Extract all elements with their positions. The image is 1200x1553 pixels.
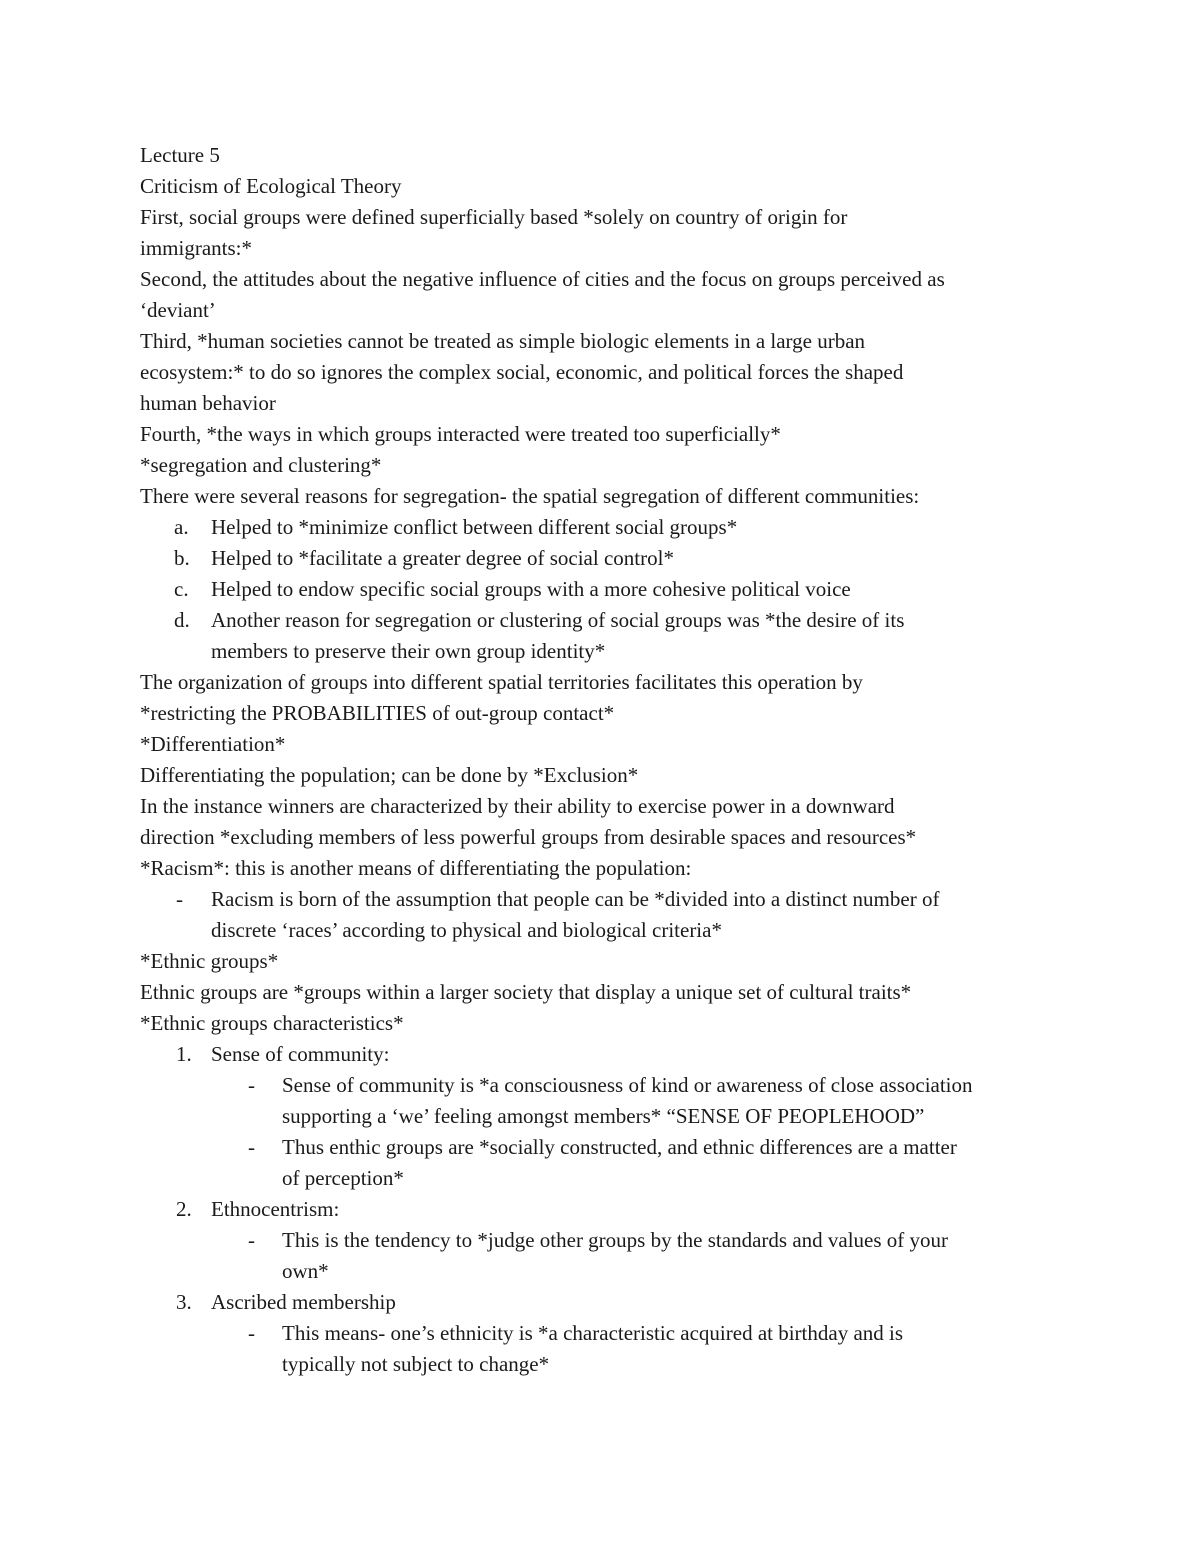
- criticism-first-line-1: First, social groups were defined superficially based *solely on country of origin for: [140, 205, 848, 229]
- list-item-text: Sense of community is *a consciousness of kind or awareness of close association: [282, 1073, 973, 1097]
- differentiation-heading: *Differentiation*: [140, 732, 286, 756]
- dash-marker: -: [248, 1321, 255, 1345]
- segregation-reason-d: [140, 605, 1070, 667]
- list-marker: b.: [174, 546, 190, 570]
- characteristic-3: [140, 1287, 1070, 1318]
- number-marker: 3.: [176, 1290, 192, 1314]
- list-marker: a.: [174, 515, 189, 539]
- characteristic-2-bullet-1: [140, 1225, 1070, 1287]
- criticism-second-line-2: ‘deviant’: [140, 298, 216, 322]
- number-marker: 2.: [176, 1197, 192, 1221]
- ethnic-characteristics-heading: *Ethnic groups characteristics*: [140, 1011, 404, 1035]
- ethnic-definition: Ethnic groups are *groups within a larger society that display a unique set of cultural traits*: [140, 980, 912, 1004]
- list-item-text: This means- one’s ethnicity is *a characteristic acquired at birthday and is: [282, 1321, 904, 1345]
- list-item-text: Thus enthic groups are *socially constructed, and ethnic differences are a matter: [282, 1135, 957, 1159]
- characteristic-1-bullet-2: [140, 1132, 1070, 1194]
- segregation-heading: *segregation and clustering*: [140, 453, 382, 477]
- characteristic-1: [140, 1039, 1070, 1070]
- dash-marker: -: [176, 887, 183, 911]
- segregation-intro: There were several reasons for segregation- the spatial segregation of different communities:: [140, 484, 920, 508]
- list-item-text: Racism is born of the assumption that people can be *divided into a distinct number of: [211, 887, 940, 911]
- criticism-third-line-3: human behavior: [140, 391, 276, 415]
- list-item-text: of perception*: [282, 1166, 404, 1190]
- criticism-third-line-2: ecosystem:* to do so ignores the complex social, economic, and political forces the shaped: [140, 360, 904, 384]
- list-item-text: own*: [282, 1259, 329, 1283]
- dash-marker: -: [248, 1228, 255, 1252]
- list-item-text: Helped to *facilitate a greater degree of social control*: [211, 546, 674, 570]
- racism-bullet: [140, 884, 1070, 946]
- criticism-first-line-2: immigrants:*: [140, 236, 252, 260]
- list-item-text: Another reason for segregation or clustering of social groups was *the desire of its: [211, 608, 905, 632]
- document-body: [140, 140, 1070, 1380]
- list-item-text: Helped to *minimize conflict between different social groups*: [211, 515, 738, 539]
- winners-line-1: In the instance winners are characterized by their ability to exercise power in a downward: [140, 794, 895, 818]
- characteristic-label: Ethnocentrism:: [211, 1197, 340, 1221]
- dash-marker: -: [248, 1135, 255, 1159]
- list-item-text: supporting a ‘we’ feeling amongst members* “SENSE OF PEOPLEHOOD”: [282, 1104, 925, 1128]
- ethnic-heading: *Ethnic groups*: [140, 949, 279, 973]
- section-heading: Criticism of Ecological Theory: [140, 174, 402, 198]
- list-item-text: This is the tendency to *judge other groups by the standards and values of your: [282, 1228, 949, 1252]
- criticism-third-line-1: Third, *human societies cannot be treated as simple biologic elements in a large urban: [140, 329, 866, 353]
- characteristic-label: Ascribed membership: [211, 1290, 396, 1314]
- characteristic-1-bullet-1: [140, 1070, 1070, 1132]
- segregation-reason-c: [140, 574, 1070, 605]
- list-marker: c.: [174, 577, 189, 601]
- racism-line: *Racism*: this is another means of differentiating the population:: [140, 856, 692, 880]
- lecture-title: Lecture 5: [140, 143, 220, 167]
- number-marker: 1.: [176, 1042, 192, 1066]
- organization-line-1: The organization of groups into different spatial territories facilitates this operation by: [140, 670, 863, 694]
- list-marker: d.: [174, 608, 190, 632]
- criticism-second-line-1: Second, the attitudes about the negative influence of cities and the focus on groups perceived as: [140, 267, 945, 291]
- exclusion-line: Differentiating the population; can be done by *Exclusion*: [140, 763, 639, 787]
- characteristic-3-bullet-1: [140, 1318, 1070, 1380]
- list-item-text: Helped to endow specific social groups with a more cohesive political voice: [211, 577, 851, 601]
- characteristic-2: [140, 1194, 1070, 1225]
- winners-line-2: direction *excluding members of less powerful groups from desirable spaces and resources*: [140, 825, 917, 849]
- segregation-reason-b: [140, 543, 1070, 574]
- list-item-text: discrete ‘races’ according to physical and biological criteria*: [211, 918, 722, 942]
- list-item-text: typically not subject to change*: [282, 1352, 550, 1376]
- criticism-fourth: Fourth, *the ways in which groups interacted were treated too superficially*: [140, 422, 781, 446]
- characteristic-label: Sense of community:: [211, 1042, 390, 1066]
- segregation-reason-a: [140, 512, 1070, 543]
- list-item-text: members to preserve their own group identity*: [211, 639, 606, 663]
- dash-marker: -: [248, 1073, 255, 1097]
- organization-line-2: *restricting the PROBABILITIES of out-group contact*: [140, 701, 615, 725]
